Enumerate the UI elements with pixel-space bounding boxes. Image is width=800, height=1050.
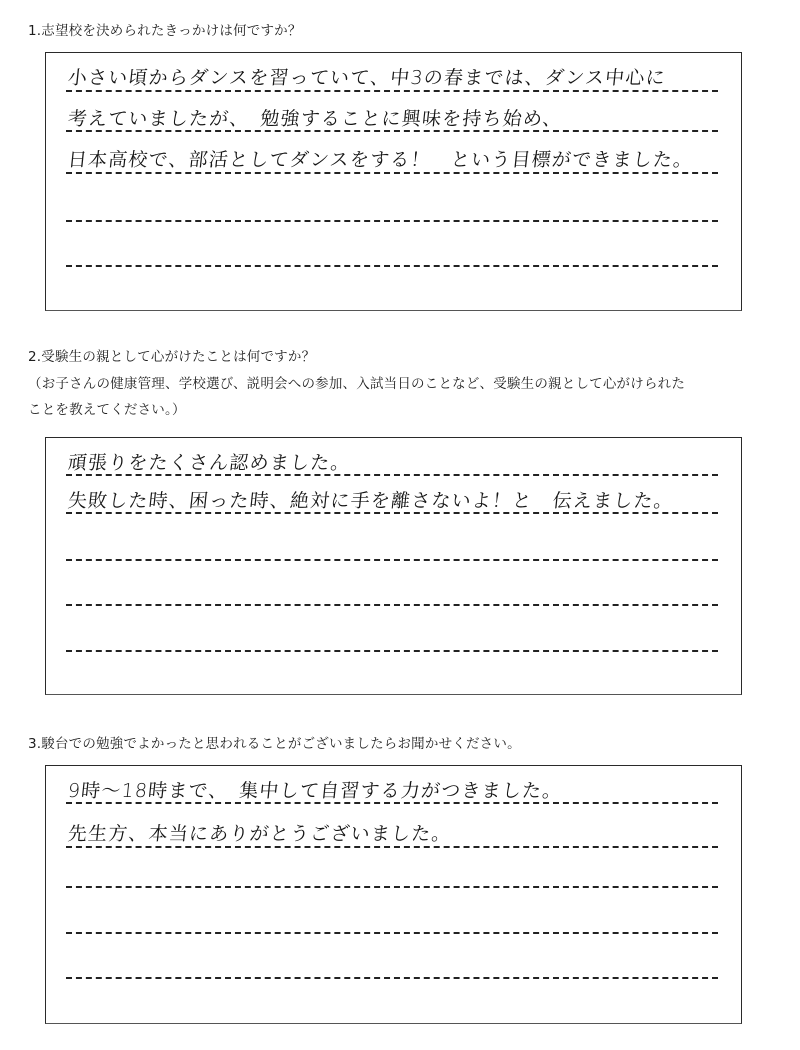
dashed-rule xyxy=(66,512,718,514)
answer-2-line-2: 失敗した時、困った時、絶対に手を離さないよ！と 伝えました。 xyxy=(66,490,676,512)
dashed-rule xyxy=(66,474,718,476)
answer-box-3[interactable] xyxy=(45,765,742,1024)
dashed-rule xyxy=(66,802,718,804)
dashed-rule xyxy=(66,604,718,606)
answer-1-line-3: 日本高校で、部活としてダンスをする！ という目標ができました。 xyxy=(66,149,695,171)
answer-1-line-1: 小さい頃からダンスを習っていて、中3の春までは、ダンス中心に xyxy=(66,67,667,89)
dashed-rule xyxy=(66,886,718,888)
dashed-rule xyxy=(66,265,718,267)
dashed-rule xyxy=(66,846,718,848)
dashed-rule xyxy=(66,650,718,652)
dashed-rule xyxy=(66,220,718,222)
question-3-title: 3.駿台での勉強でよかったと思われることがございましたらお聞かせください。 xyxy=(28,736,521,752)
answer-3-line-1: 9時〜18時まで、 集中して自習する力がつきました。 xyxy=(66,780,564,802)
question-2-subtitle-line-2: ことを教えてください。） xyxy=(28,402,186,418)
dashed-rule xyxy=(66,932,718,934)
question-2-subtitle-line-1: （お子さんの健康管理、学校選び、説明会への参加、入試当日のことなど、受験生の親として心がけられた xyxy=(28,376,686,392)
dashed-rule xyxy=(66,559,718,561)
question-1-title: 1.志望校を決められたきっかけは何ですか？ xyxy=(28,23,302,39)
answer-box-2[interactable] xyxy=(45,437,742,695)
answer-3-line-2: 先生方、本当にありがとうございました。 xyxy=(66,823,453,845)
question-2-title: 2.受験生の親として心がけたことは何ですか？ xyxy=(28,349,316,365)
dashed-rule xyxy=(66,172,718,174)
dashed-rule xyxy=(66,977,718,979)
answer-box-1[interactable] xyxy=(45,52,742,311)
dashed-rule xyxy=(66,90,718,92)
answer-2-line-1: 頑張りをたくさん認めました。 xyxy=(66,452,352,474)
dashed-rule xyxy=(66,130,718,132)
answer-1-line-2: 考えていましたが、 勉強することに興味を持ち始め、 xyxy=(66,108,564,130)
